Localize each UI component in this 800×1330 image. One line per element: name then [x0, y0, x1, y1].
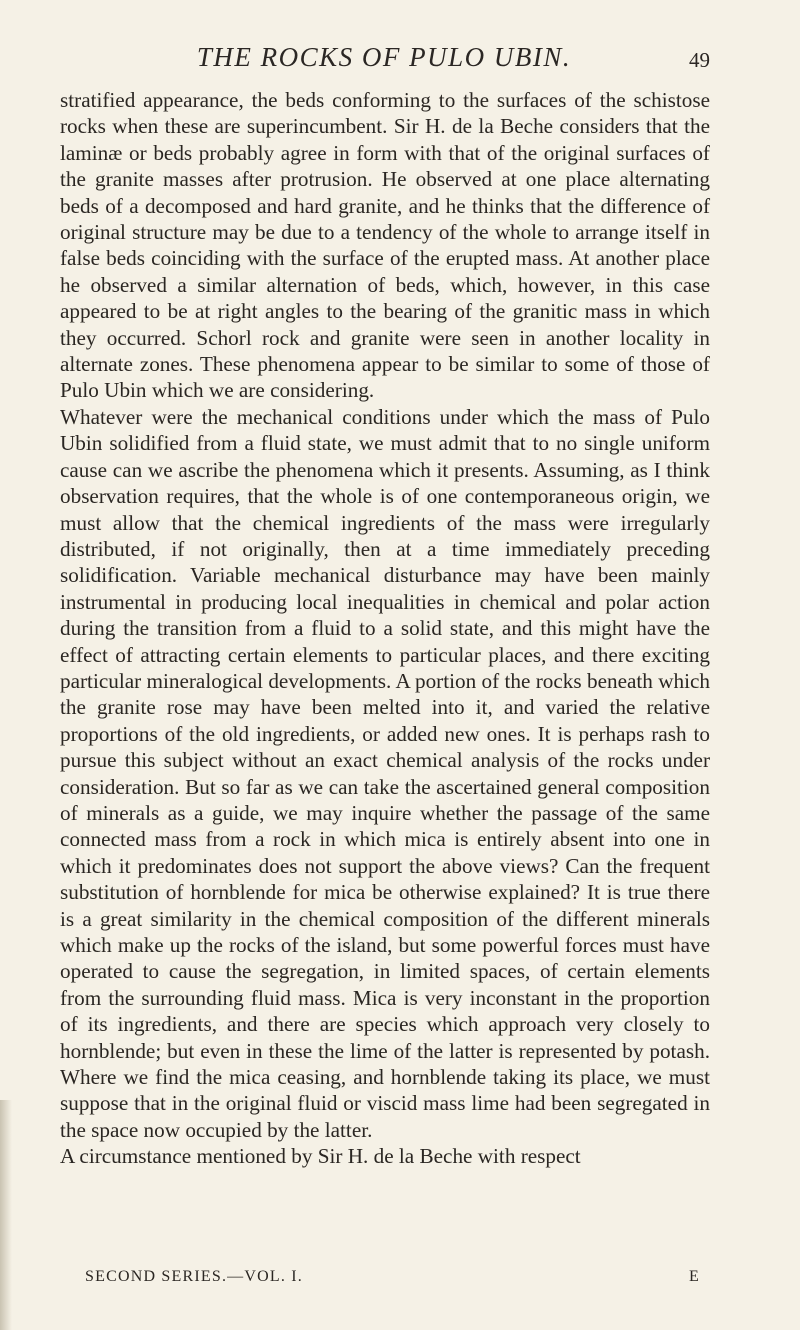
page-number: 49 [689, 48, 710, 72]
printer-signature [85, 1265, 700, 1291]
paragraph: A circumstance mentioned by Sir H. de la Beche with respect [60, 1144, 581, 1169]
running-head [58, 40, 710, 80]
body-text [60, 87, 710, 1170]
signature-mark: E [689, 1268, 700, 1285]
paragraph: Whatever were the mechanical conditions under which the mass of Pulo Ubin solidified from a fluid state, we must admit that to no single uniform cause can we ascribe the phenomena which it presents. Assuming, as I think observation requires, that the whole is of one contemporaneous origin, we must allow that the chemical ingredients of the mass were irregularly distributed, if not originally, then at a time immediately preceding solidification. Variable mechanical disturbance may have been mainly instrumental in producing local inequalities in chemical and polar action during the transition from a fluid to a solid state, and this might have the effect of attracting certain elements to particular places, and there exciting particular mineralogical developments. A portion of the rocks beneath which the granite rose may have been melted into it, and varied the relative proportions of the old ingredients, or added new ones. It is perhaps rash to pursue this subject without an exact chemical analysis of the rocks under consideration. But so far as we can take the ascertained general composition of minerals as a guide, we may inquire whether the passage of the same connected mass from a rock in which mica is entirely absent into one in which it predominates does not support the above views? Can the frequent substitution of hornblende for mica be otherwise explained? It is true there is a great similarity in the chemical composition of the different minerals which make up the rocks of the island, but some powerful forces must have operated to cause the segregation, in limited spaces, of certain elements from the surrounding fluid mass. Mica is very inconstant in the proportion of its ingredients, and there are species which approach very closely to hornblende; but even in these the lime of the latter is represented by potash. Where we find the mica ceasing, and hornblende taking its place, we must suppose that in the original fluid or viscid mass lime had been segregated in the space now occupied by the latter. [60, 404, 710, 1142]
running-title: THE ROCKS OF PULO UBIN. [196, 42, 572, 72]
binding-edge-shadow [0, 1100, 12, 1330]
series-volume-label: SECOND SERIES.—VOL. I. [85, 1268, 303, 1285]
paragraph: stratified appearance, the beds conforming to the surfaces of the schistose rocks when these are superincumbent. Sir H. de la Beche considers that the laminæ or beds probably agree in form with that of the original surfaces of the granite masses after protrusion. He observed at one place alternating beds of a decomposed and hard granite, and he thinks that the difference of original structure may be due to a tendency of the whole to arrange itself in false beds coinciding with the surface of the erupted mass. At another place he observed a similar alternation of beds, which, however, in this case appeared to be at right angles to the bearing of the granitic mass in which they occurred. Schorl rock and granite were seen in another locality in alternate zones. These phenomena appear to be similar to some of those of Pulo Ubin which we are considering. [60, 88, 710, 403]
